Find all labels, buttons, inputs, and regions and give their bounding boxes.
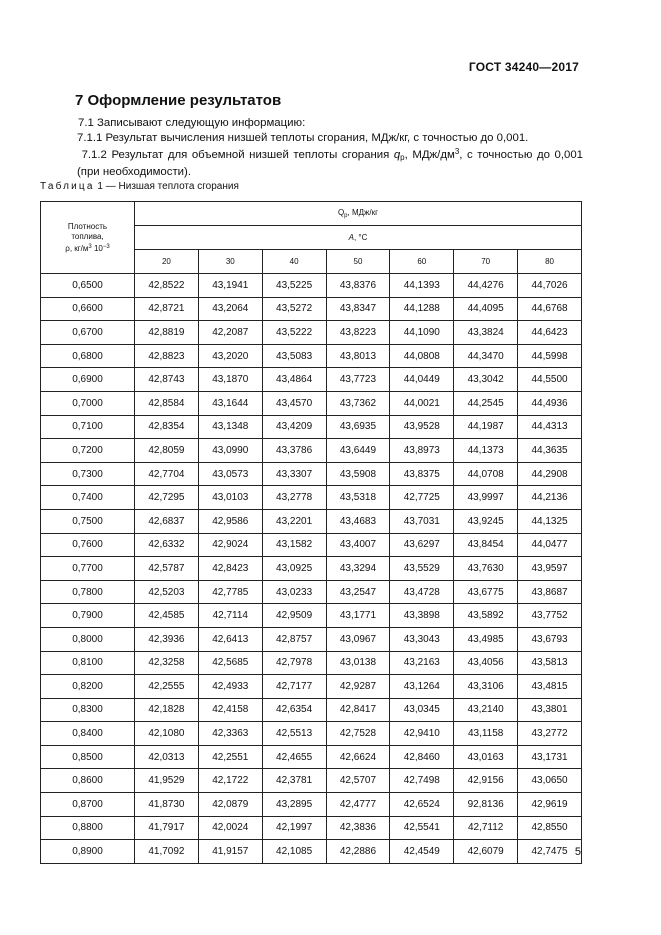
table-row xyxy=(41,840,582,864)
value-cell: 43,1158 xyxy=(454,722,518,746)
value-cell: 43,6449 xyxy=(326,439,390,463)
paragraph-7-1: 7.1 Записывают следующую информацию: xyxy=(78,117,306,129)
value-cell: 41,9529 xyxy=(135,769,199,793)
table-row xyxy=(41,580,582,604)
value-cell: 41,7092 xyxy=(135,840,199,864)
value-cell: 42,8584 xyxy=(135,391,199,415)
density-cell: 0,8400 xyxy=(41,722,135,746)
value-cell: 43,0103 xyxy=(198,486,262,510)
value-cell: 44,0808 xyxy=(390,344,454,368)
table-row xyxy=(41,321,582,345)
density-cell: 0,7300 xyxy=(41,462,135,486)
value-cell: 43,1731 xyxy=(518,745,582,769)
value-cell: 43,4683 xyxy=(326,509,390,533)
value-cell: 43,0967 xyxy=(326,627,390,651)
value-cell: 43,5272 xyxy=(262,297,326,321)
value-cell: 43,5225 xyxy=(262,274,326,298)
value-cell: 43,1582 xyxy=(262,533,326,557)
value-cell: 43,0650 xyxy=(518,769,582,793)
table-row xyxy=(41,651,582,675)
value-cell: 43,8973 xyxy=(390,439,454,463)
value-cell: 42,0879 xyxy=(198,793,262,817)
value-cell: 44,3635 xyxy=(518,439,582,463)
table-row xyxy=(41,793,582,817)
paragraph-7-1-1: 7.1.1 Результат вычисления низшей теплоты сгорания, МДж/кг, с точностью до 0,001. xyxy=(77,132,529,144)
value-cell: 44,0708 xyxy=(454,462,518,486)
heat-of-combustion-table xyxy=(40,201,582,864)
value-cell: 42,6413 xyxy=(198,627,262,651)
value-cell: 43,3898 xyxy=(390,604,454,628)
paragraph-7-1-2-text-b: , МДж/дм xyxy=(404,149,455,161)
value-cell: 43,2895 xyxy=(262,793,326,817)
density-cell: 0,6600 xyxy=(41,297,135,321)
value-cell: 44,4095 xyxy=(454,297,518,321)
table-row xyxy=(41,627,582,651)
value-cell: 43,8223 xyxy=(326,321,390,345)
value-cell: 42,5541 xyxy=(390,816,454,840)
table-row xyxy=(41,604,582,628)
temperature-header-cell: 70 xyxy=(454,250,518,274)
value-cell: 42,6624 xyxy=(326,745,390,769)
table-row xyxy=(41,486,582,510)
value-cell: 43,3106 xyxy=(454,675,518,699)
value-cell: 42,7725 xyxy=(390,486,454,510)
table-row xyxy=(41,557,582,581)
table-row xyxy=(41,769,582,793)
temperature-header-cell: 60 xyxy=(390,250,454,274)
value-cell: 43,4985 xyxy=(454,627,518,651)
value-cell: 43,6297 xyxy=(390,533,454,557)
value-cell: 43,9528 xyxy=(390,415,454,439)
value-cell: 43,3801 xyxy=(518,698,582,722)
density-cell: 0,7100 xyxy=(41,415,135,439)
value-cell: 43,2020 xyxy=(198,344,262,368)
density-cell: 0,6800 xyxy=(41,344,135,368)
value-cell: 43,4570 xyxy=(262,391,326,415)
table-row xyxy=(41,274,582,298)
density-cell: 0,7800 xyxy=(41,580,135,604)
value-cell: 44,6768 xyxy=(518,297,582,321)
density-cell: 0,7700 xyxy=(41,557,135,581)
value-cell: 42,6332 xyxy=(135,533,199,557)
value-cell: 43,8687 xyxy=(518,580,582,604)
value-cell: 43,3043 xyxy=(390,627,454,651)
paragraph-7-1-2-text-c: , с точностью до 0,001 (при необходимости). xyxy=(77,149,583,178)
table-row xyxy=(41,368,582,392)
value-cell: 43,3294 xyxy=(326,557,390,581)
value-cell: 43,6935 xyxy=(326,415,390,439)
value-cell: 42,8550 xyxy=(518,816,582,840)
value-cell: 43,2547 xyxy=(326,580,390,604)
value-cell: 42,7704 xyxy=(135,462,199,486)
table-row xyxy=(41,816,582,840)
value-cell: 43,0990 xyxy=(198,439,262,463)
value-cell: 42,6837 xyxy=(135,509,199,533)
value-cell: 44,4936 xyxy=(518,391,582,415)
value-cell: 42,5707 xyxy=(326,769,390,793)
value-cell: 42,4549 xyxy=(390,840,454,864)
value-cell: 43,9597 xyxy=(518,557,582,581)
value-cell: 44,0449 xyxy=(390,368,454,392)
value-cell: 42,7177 xyxy=(262,675,326,699)
value-cell: 42,4655 xyxy=(262,745,326,769)
temperature-header-cell: 20 xyxy=(135,250,199,274)
density-cell: 0,8900 xyxy=(41,840,135,864)
value-cell: 43,2140 xyxy=(454,698,518,722)
density-cell: 0,6900 xyxy=(41,368,135,392)
paragraph-7-1-2-symbol: q xyxy=(393,149,401,161)
table-row xyxy=(41,675,582,699)
table-body xyxy=(41,274,582,864)
value-cell: 42,5685 xyxy=(198,651,262,675)
value-cell: 42,3781 xyxy=(262,769,326,793)
value-cell: 42,3363 xyxy=(198,722,262,746)
value-cell: 42,8417 xyxy=(326,698,390,722)
value-cell: 44,0477 xyxy=(518,533,582,557)
value-cell: 43,1870 xyxy=(198,368,262,392)
table-row xyxy=(41,533,582,557)
value-cell: 42,9410 xyxy=(390,722,454,746)
value-cell: 42,9619 xyxy=(518,793,582,817)
value-cell: 43,0163 xyxy=(454,745,518,769)
value-cell: 42,7498 xyxy=(390,769,454,793)
page-number: 5 xyxy=(574,846,581,858)
header-density: Плотность топлива, ρ, $кг/м^3$ $10^{-3}$ xyxy=(41,202,135,274)
value-cell: 43,4007 xyxy=(326,533,390,557)
value-cell: 44,7026 xyxy=(518,274,582,298)
value-cell: 41,9157 xyxy=(198,840,262,864)
value-cell: 42,4585 xyxy=(135,604,199,628)
value-cell: 43,3824 xyxy=(454,321,518,345)
value-cell: 44,4313 xyxy=(518,415,582,439)
value-cell: 43,8347 xyxy=(326,297,390,321)
value-cell: 43,4728 xyxy=(390,580,454,604)
header-q: $Q_р$, МДж/кг xyxy=(135,202,582,226)
value-cell: 42,8354 xyxy=(135,415,199,439)
value-cell: 42,4158 xyxy=(198,698,262,722)
value-cell: 43,0138 xyxy=(326,651,390,675)
value-cell: 43,1264 xyxy=(390,675,454,699)
value-cell: 42,1828 xyxy=(135,698,199,722)
value-cell: 43,1941 xyxy=(198,274,262,298)
value-cell: 42,9024 xyxy=(198,533,262,557)
value-cell: 44,2908 xyxy=(518,462,582,486)
value-cell: 43,6775 xyxy=(454,580,518,604)
value-cell: 44,1393 xyxy=(390,274,454,298)
density-cell: 0,8000 xyxy=(41,627,135,651)
value-cell: 43,9245 xyxy=(454,509,518,533)
paragraph-7-1-2 xyxy=(77,145,583,179)
value-cell: 44,5998 xyxy=(518,344,582,368)
value-cell: 42,1722 xyxy=(198,769,262,793)
value-cell: 43,3307 xyxy=(262,462,326,486)
value-cell: 44,6423 xyxy=(518,321,582,345)
value-cell: 42,3836 xyxy=(326,816,390,840)
value-cell: 43,6793 xyxy=(518,627,582,651)
density-cell: 0,7500 xyxy=(41,509,135,533)
value-cell: 42,8757 xyxy=(262,627,326,651)
value-cell: 41,7917 xyxy=(135,816,199,840)
value-cell: 42,1085 xyxy=(262,840,326,864)
density-cell: 0,7900 xyxy=(41,604,135,628)
value-cell: 44,2545 xyxy=(454,391,518,415)
value-cell: 42,6354 xyxy=(262,698,326,722)
value-cell: 42,7785 xyxy=(198,580,262,604)
table-row xyxy=(41,344,582,368)
value-cell: 42,8823 xyxy=(135,344,199,368)
value-cell: 42,7528 xyxy=(326,722,390,746)
value-cell: 43,3786 xyxy=(262,439,326,463)
value-cell: 42,8423 xyxy=(198,557,262,581)
value-cell: 42,5513 xyxy=(262,722,326,746)
table-row xyxy=(41,391,582,415)
table-row xyxy=(41,462,582,486)
temperature-header-cell: 50 xyxy=(326,250,390,274)
value-cell: 43,8454 xyxy=(454,533,518,557)
value-cell: 41,8730 xyxy=(135,793,199,817)
temperature-header-cell: 40 xyxy=(262,250,326,274)
value-cell: 44,5500 xyxy=(518,368,582,392)
value-cell: 42,2551 xyxy=(198,745,262,769)
table-caption xyxy=(40,181,239,192)
value-cell: 42,2087 xyxy=(198,321,262,345)
density-cell: 0,6700 xyxy=(41,321,135,345)
value-cell: 42,6524 xyxy=(390,793,454,817)
value-cell: 43,2064 xyxy=(198,297,262,321)
value-cell: 44,1288 xyxy=(390,297,454,321)
value-cell: 43,4056 xyxy=(454,651,518,675)
value-cell: 42,2886 xyxy=(326,840,390,864)
value-cell: 42,9156 xyxy=(454,769,518,793)
value-cell: 43,5083 xyxy=(262,344,326,368)
value-cell: 42,1997 xyxy=(262,816,326,840)
paragraph-7-1-2-subscript: р xyxy=(400,153,405,162)
value-cell: 44,4276 xyxy=(454,274,518,298)
density-cell: 0,8600 xyxy=(41,769,135,793)
value-cell: 43,7630 xyxy=(454,557,518,581)
value-cell: 43,0573 xyxy=(198,462,262,486)
value-cell: 43,5318 xyxy=(326,486,390,510)
table-row xyxy=(41,745,582,769)
density-cell: 0,8800 xyxy=(41,816,135,840)
value-cell: 42,9586 xyxy=(198,509,262,533)
value-cell: 43,7752 xyxy=(518,604,582,628)
density-cell: 0,7600 xyxy=(41,533,135,557)
table-caption-text: 1 — Низшая теплота сгорания xyxy=(94,181,239,192)
value-cell: 44,3470 xyxy=(454,344,518,368)
temperature-header-cell: 80 xyxy=(518,250,582,274)
value-cell: 43,9997 xyxy=(454,486,518,510)
value-cell: 42,7978 xyxy=(262,651,326,675)
value-cell: 42,8743 xyxy=(135,368,199,392)
value-cell: 44,1090 xyxy=(390,321,454,345)
value-cell: 43,2778 xyxy=(262,486,326,510)
value-cell: 43,2772 xyxy=(518,722,582,746)
value-cell: 43,7362 xyxy=(326,391,390,415)
paragraph-7-1-2-text-a: 7.1.2 Результат для объемной низшей теплоты сгорания xyxy=(81,149,394,161)
value-cell: 43,0925 xyxy=(262,557,326,581)
section-title: 7 Оформление результатов xyxy=(75,92,282,109)
density-cell: 0,7400 xyxy=(41,486,135,510)
density-cell: 0,8300 xyxy=(41,698,135,722)
value-cell: 43,4864 xyxy=(262,368,326,392)
value-cell: 43,5892 xyxy=(454,604,518,628)
density-cell: 0,7200 xyxy=(41,439,135,463)
value-cell: 43,7031 xyxy=(390,509,454,533)
density-cell: 0,7000 xyxy=(41,391,135,415)
table-row xyxy=(41,415,582,439)
value-cell: 42,4933 xyxy=(198,675,262,699)
table-row xyxy=(41,698,582,722)
value-cell: 43,5222 xyxy=(262,321,326,345)
value-cell: 42,1080 xyxy=(135,722,199,746)
density-cell: 0,8200 xyxy=(41,675,135,699)
value-cell: 43,5529 xyxy=(390,557,454,581)
value-cell: 42,8721 xyxy=(135,297,199,321)
value-cell: 42,3258 xyxy=(135,651,199,675)
table-row xyxy=(41,439,582,463)
density-cell: 0,8100 xyxy=(41,651,135,675)
value-cell: 43,2201 xyxy=(262,509,326,533)
value-cell: 43,5813 xyxy=(518,651,582,675)
value-cell: 43,2163 xyxy=(390,651,454,675)
value-cell: 43,3042 xyxy=(454,368,518,392)
value-cell: 44,0021 xyxy=(390,391,454,415)
density-cell: 0,8700 xyxy=(41,793,135,817)
value-cell: 42,2555 xyxy=(135,675,199,699)
value-cell: 42,9509 xyxy=(262,604,326,628)
value-cell: 42,8460 xyxy=(390,745,454,769)
density-cell: 0,6500 xyxy=(41,274,135,298)
value-cell: 43,1771 xyxy=(326,604,390,628)
value-cell: 92,8136 xyxy=(454,793,518,817)
value-cell: 44,1373 xyxy=(454,439,518,463)
value-cell: 42,7112 xyxy=(454,816,518,840)
value-cell: 43,5908 xyxy=(326,462,390,486)
table-row xyxy=(41,297,582,321)
value-cell: 42,7475 xyxy=(518,840,582,864)
value-cell: 42,3936 xyxy=(135,627,199,651)
value-cell: 43,8013 xyxy=(326,344,390,368)
value-cell: 43,1644 xyxy=(198,391,262,415)
value-cell: 43,7723 xyxy=(326,368,390,392)
value-cell: 42,8522 xyxy=(135,274,199,298)
value-cell: 42,4777 xyxy=(326,793,390,817)
value-cell: 43,8376 xyxy=(326,274,390,298)
value-cell: 43,8375 xyxy=(390,462,454,486)
value-cell: 42,9287 xyxy=(326,675,390,699)
value-cell: 42,7114 xyxy=(198,604,262,628)
table-row xyxy=(41,722,582,746)
value-cell: 42,6079 xyxy=(454,840,518,864)
value-cell: 43,1348 xyxy=(198,415,262,439)
value-cell: 43,0345 xyxy=(390,698,454,722)
value-cell: 42,8819 xyxy=(135,321,199,345)
temperature-header-cell: 30 xyxy=(198,250,262,274)
value-cell: 44,2136 xyxy=(518,486,582,510)
value-cell: 42,0024 xyxy=(198,816,262,840)
value-cell: 44,1987 xyxy=(454,415,518,439)
value-cell: 44,1325 xyxy=(518,509,582,533)
value-cell: 42,0313 xyxy=(135,745,199,769)
table-caption-label: Таблица xyxy=(40,181,95,192)
paragraph-7-1-2-superscript: 3 xyxy=(454,147,460,156)
density-cell: 0,8500 xyxy=(41,745,135,769)
value-cell: 43,4209 xyxy=(262,415,326,439)
value-cell: 43,4815 xyxy=(518,675,582,699)
standard-code: ГОСТ 34240—2017 xyxy=(468,60,579,74)
header-temperature: A, °С xyxy=(135,226,582,250)
value-cell: 42,8059 xyxy=(135,439,199,463)
value-cell: 43,0233 xyxy=(262,580,326,604)
value-cell: 42,5787 xyxy=(135,557,199,581)
table-row xyxy=(41,509,582,533)
value-cell: 42,7295 xyxy=(135,486,199,510)
value-cell: 42,5203 xyxy=(135,580,199,604)
